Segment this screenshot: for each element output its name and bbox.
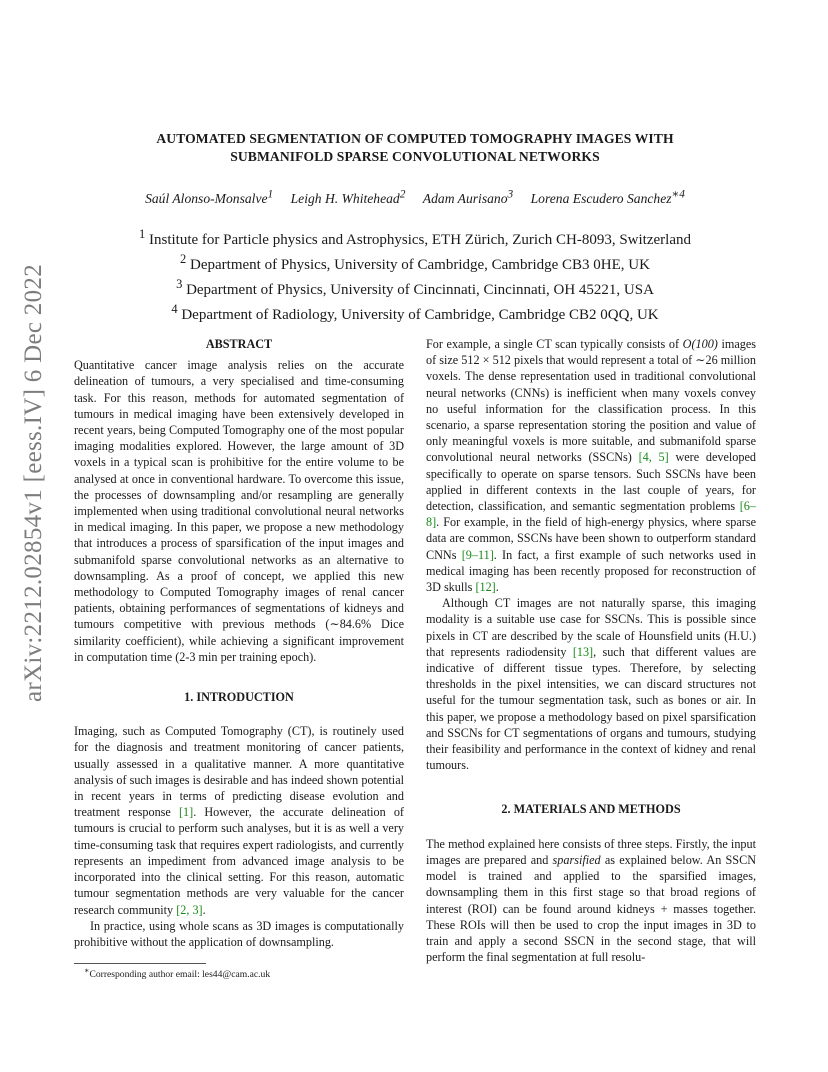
- author-list: [90, 186, 740, 207]
- methods-paragraph-1: [426, 836, 756, 966]
- citation-link[interactable]: [9–11]: [461, 547, 494, 562]
- author-3: [422, 188, 514, 206]
- body-paragraph-1: [426, 336, 756, 595]
- left-column: [74, 336, 404, 950]
- intro-paragraph-2: In practice, using whole scans as 3D images is computationally prohibitive without the application of downsampling.: [74, 918, 404, 949]
- citation-link[interactable]: [6–8]: [426, 499, 756, 530]
- author-mark: 3: [507, 188, 514, 200]
- author-name: Leigh H. Whitehead: [290, 190, 400, 206]
- abstract-text: Quantitative cancer image analysis relies on the accurate delineation of tumours, a very specialised and time-consuming task. For this reason, methods for automated segmentation of tumours in medical imaging have been extensively developed in recent years, being Computed Tomography one of the most popular imaging modalities explored. However, the large amount of 3D voxels in a typical scan is prohibitive for the entire volume to be analysed at once in conventional hardware. To overcome this issue, the processes of downsampling and/or resampling are generally implemented when using traditional convolutional neural networks in medical imaging. In this paper, we propose a new methodology that introduces a process of sparsification of the input images and submanifold sparse convolutional networks as an alternative to downsampling. As a proof of concept, we applied this new methodology to Computed Tomography images of renal cancer patients, obtaining performances of segmentations of kidneys and tumours competitive with previous methods (∼84.6% Dice similarity coefficient), while achieving a significant improvement in computation time (2-3 min per training epoch).: [74, 358, 404, 664]
- citation-link[interactable]: [12]: [475, 580, 496, 595]
- affiliation-4: [90, 300, 740, 325]
- body-paragraph-2: [426, 595, 756, 773]
- title-line-2: SUBMANIFOLD SPARSE CONVOLUTIONAL NETWORKS: [230, 149, 600, 164]
- text-span: as explained below. An SSCN model is trained and applied to the sparsified images, downsampling them in this first stage so that broad regions of interest (ROI) can be found around kidneys + masses together. These ROIs will then be used to crop the input images in 3D to train and apply a second SSCN in the second stage, that will perform the final segmentation at full resolu-: [426, 852, 757, 965]
- author-name: Lorena Escudero Sanchez: [530, 190, 672, 206]
- author-name: Adam Aurisano: [422, 190, 508, 206]
- text-span: . In fact, a first example of such networks used in medical imaging has been recently proposed for reconstruction of 3D skulls: [426, 547, 756, 595]
- footnote-mark: ∗: [84, 966, 90, 975]
- text-span: For example, a single CT scan typically consists of: [426, 337, 683, 351]
- text-span: .: [202, 902, 206, 917]
- author-mark: ∗4: [671, 188, 685, 200]
- text-span: pixels that would represent a total of ∼26 million voxels. The dense representation used in traditional convolutional neural networks (CNNs) is inefficient when many voxels convey no useful information for the classification process. In this scenario, a sparse representation storing the position and value of only meaningful voxels is more suitable, and submanifold sparse convolutional neural networks (SSCNs): [426, 353, 756, 465]
- text-span: .: [495, 580, 499, 595]
- affiliation-text: Department of Physics, University of Cincinnati, Cincinnati, OH 45221, USA: [186, 282, 654, 298]
- math-expression: 512 × 512: [461, 353, 511, 368]
- affiliation-number: 3: [176, 277, 183, 291]
- affiliation-text: Institute for Particle physics and Astrophysics, ETH Zürich, Zurich CH-8093, Switzerland: [149, 232, 691, 248]
- text-span: Imaging, such as Computed Tomography (CT), is routinely used for the diagnosis and treatment monitoring of cancer patients, usually assessed in a qualitative manner. A more quantitative analysis of such images is desirable and has indeed shown potential in recent years in terms of predicting disease evolution and treatment response: [74, 724, 404, 820]
- author-mark: 1: [267, 188, 274, 200]
- affiliation-number: 4: [171, 302, 178, 316]
- affiliation-2: [90, 250, 740, 275]
- affiliation-text: Department of Radiology, University of Cambridge, Cambridge CB2 0QQ, UK: [181, 307, 659, 323]
- math-expression: O(100): [682, 337, 718, 351]
- footnote: [84, 966, 270, 980]
- text-span: . However, the accurate delineation of tumours is crucial to perform such analyses, but it is as well a very time-consuming task that requires expert radiologists, and currently represents an impediment from advanced image analysis to be incorporated into the clinical setting. For this reason, automatic tumour segmentation methods are very valuable for the cancer research community: [74, 805, 404, 917]
- intro-paragraph-1: [74, 723, 404, 917]
- methods-heading: 2. MATERIALS AND METHODS: [501, 802, 681, 817]
- right-column: [426, 336, 756, 965]
- affiliation-number: 2: [180, 252, 187, 266]
- author-name: Saúl Alonso-Monsalve: [145, 190, 268, 206]
- text-span: The method explained here consists of three steps. Firstly, the input images are prepared and: [426, 836, 756, 867]
- affiliation-3: [90, 275, 740, 300]
- citation-link[interactable]: [13]: [572, 644, 594, 659]
- text-span: , such that different values are indicative of different tissue types. Therefore, by selecting thresholds in the pixel intensities, we can discard structures not useful for the tumour segmentation task, such as bones or air. In this paper, we propose a methodology based on pixel sparsification and SSCNs for CT segmentations of organs and tumours, studying their feasibility and performance in the context of kidney and renal tumours.: [426, 644, 756, 773]
- text-span: Although CT images are not naturally sparse, this imaging modality is a suitable use case for SSCNs. This is possible since pixels in CT are described by the scale of Hounsfield units (H.U.) that represents radiodensity: [426, 596, 756, 659]
- arxiv-identifier: arXiv:2212.02854v1 [eess.IV] 6 Dec 2022: [20, 264, 47, 702]
- text-span: . For example, in the field of high-energy physics, where sparse data are common, SSCNs have been shown to outperform standard CNNs: [426, 515, 756, 562]
- footnote-text: Corresponding author email: les44@cam.ac.uk: [89, 969, 271, 981]
- citation-link[interactable]: [4, 5]: [638, 450, 669, 465]
- author-4: [530, 188, 685, 206]
- affiliation-list: [90, 225, 740, 325]
- citation-link[interactable]: [2, 3]: [176, 902, 203, 917]
- introduction-heading: 1. INTRODUCTION: [184, 690, 294, 705]
- affiliation-number: 1: [139, 227, 146, 241]
- paper-title: [90, 130, 740, 166]
- author-mark: 2: [399, 188, 406, 200]
- footnote-rule: [74, 963, 206, 964]
- abstract-heading: ABSTRACT: [205, 337, 273, 351]
- affiliation-text: Department of Physics, University of Cambridge, Cambridge CB3 0HE, UK: [190, 257, 650, 273]
- citation-link[interactable]: [1]: [178, 805, 194, 820]
- affiliation-1: [90, 225, 740, 250]
- title-line-1: AUTOMATED SEGMENTATION OF COMPUTED TOMOGRAPHY IMAGES WITH: [156, 131, 674, 146]
- text-span: were developed specifically to operate on sparse tensors. Such SSCNs have been applied in different contexts in the last couple of years, for detection, classification, and semantic segmentation problems: [426, 450, 757, 514]
- arxiv-sidebar: [8, 264, 60, 702]
- text-span: images of size: [426, 337, 756, 368]
- author-2: [290, 188, 406, 206]
- emphasis: sparsified: [552, 852, 601, 867]
- author-1: [145, 188, 274, 206]
